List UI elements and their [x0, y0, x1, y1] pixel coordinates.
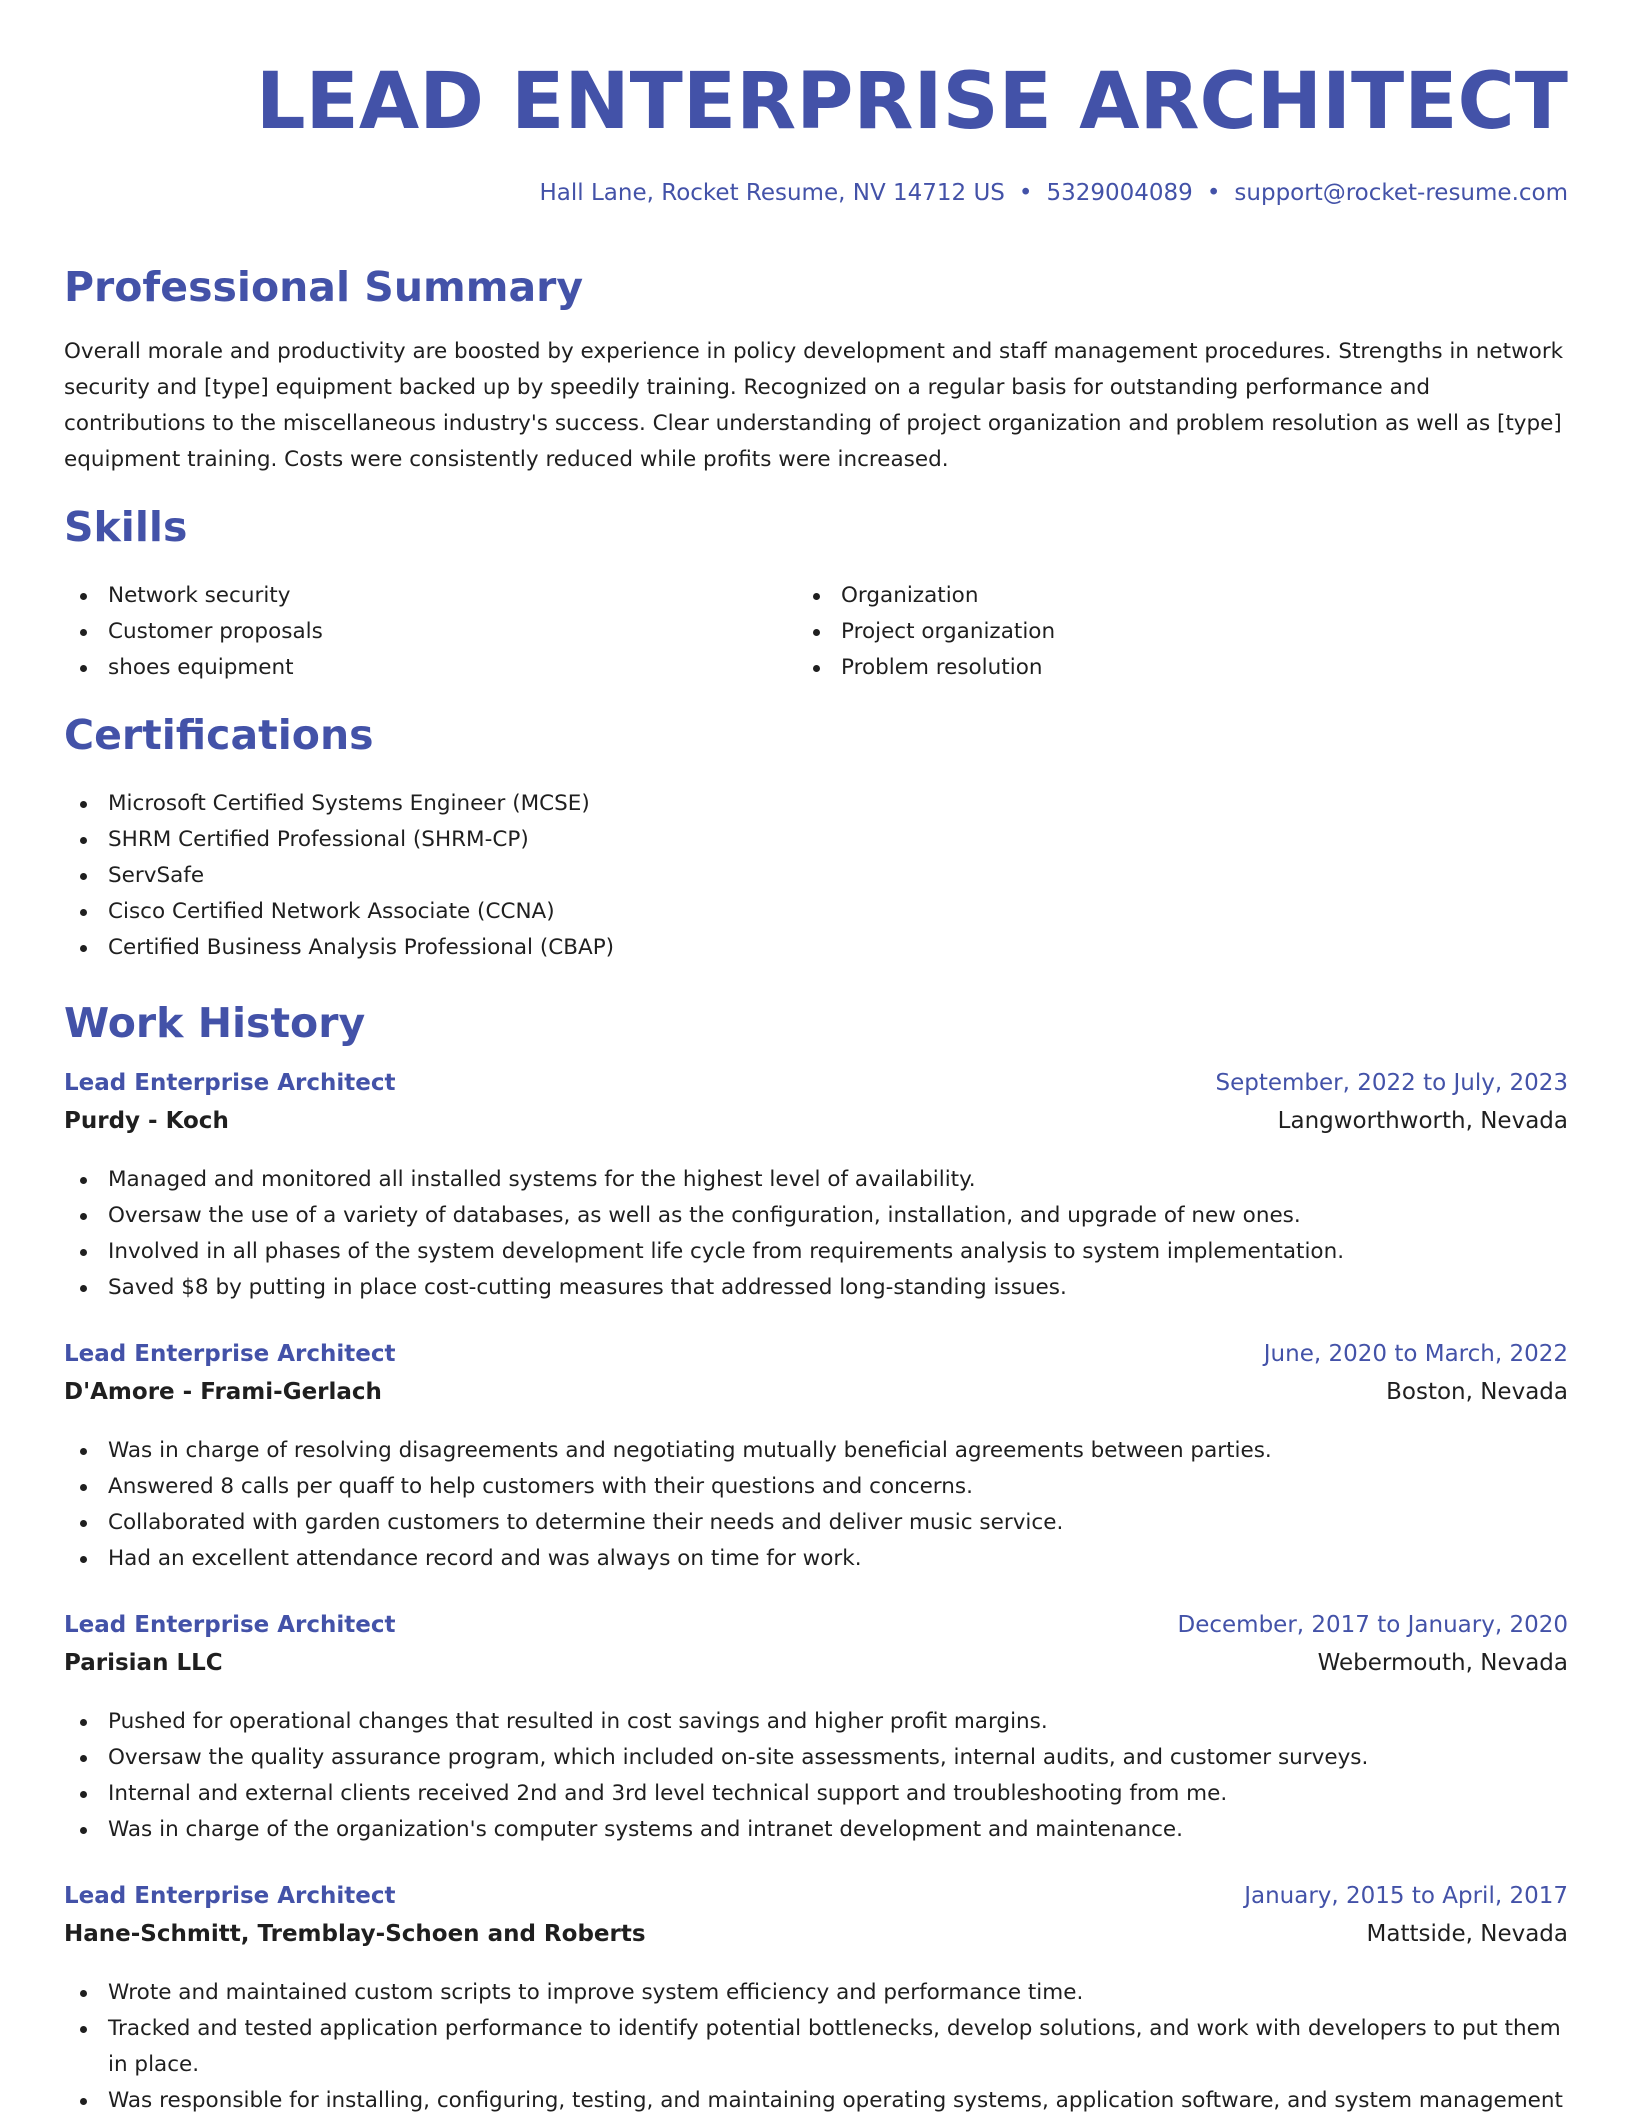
job-location: Webermouth, Nevada	[1317, 1650, 1568, 1676]
job-company: Hane-Schmitt, Tremblay-Schoen and Roberts	[64, 1921, 646, 1947]
job-entry	[64, 1341, 1568, 1577]
job-bullet: Saved $8 by putting in place cost-cutting measures that addressed long-standing issues.	[64, 1270, 1568, 1306]
job-entry	[64, 1883, 1568, 2119]
job-bullets	[64, 1433, 1568, 1577]
contact-line	[64, 180, 1568, 206]
job-company: D'Amore - Frami-Gerlach	[64, 1379, 382, 1405]
job-title: Lead Enterprise Architect	[64, 1883, 396, 1909]
job-company-row	[64, 1921, 1568, 1959]
contact-address: Hall Lane, Rocket Resume, NV 14712 US	[539, 180, 1005, 206]
job-bullet: Collaborated with garden customers to determine their needs and deliver music service.	[64, 1505, 1568, 1541]
skill-item: Customer proposals	[64, 614, 764, 650]
job-title: Lead Enterprise Architect	[64, 1341, 396, 1367]
job-header-row	[64, 1341, 1568, 1379]
job-bullet: Had an excellent attendance record and was always on time for work.	[64, 1541, 1568, 1577]
contact-separator: •	[1018, 180, 1033, 206]
job-title: Lead Enterprise Architect	[64, 1612, 396, 1638]
job-company: Purdy - Koch	[64, 1108, 229, 1134]
section-title-certifications: Certifications	[64, 711, 374, 759]
job-bullet: Managed and monitored all installed systems for the highest level of availability.	[64, 1162, 1568, 1198]
job-company-row	[64, 1379, 1568, 1417]
job-bullet: Was responsible for installing, configuring, testing, and maintaining operating systems, application software, and system management	[64, 2083, 1568, 2119]
contact-phone: 5329004089	[1046, 180, 1193, 206]
skill-item: Organization	[797, 578, 1497, 614]
job-bullet: Internal and external clients received 2nd and 3rd level technical support and troubleshooting from me.	[64, 1776, 1568, 1812]
skills-list-left	[64, 578, 764, 686]
job-bullets	[64, 1975, 1568, 2119]
certification-item: SHRM Certified Professional (SHRM-CP)	[64, 822, 1568, 858]
certification-item: Cisco Certified Network Associate (CCNA)	[64, 894, 1568, 930]
certification-item: Microsoft Certified Systems Engineer (MCSE)	[64, 786, 1568, 822]
job-bullet: Was in charge of the organization's computer systems and intranet development and maintenance.	[64, 1812, 1568, 1848]
certifications-list	[64, 786, 1568, 966]
job-bullet: Answered 8 calls per quaff to help customers with their questions and concerns.	[64, 1469, 1568, 1505]
job-dates: June, 2020 to March, 2022	[1263, 1341, 1568, 1367]
job-company-row	[64, 1650, 1568, 1688]
certification-item: Certified Business Analysis Professional (CBAP)	[64, 930, 1568, 966]
job-bullet: Oversaw the use of a variety of databases, as well as the configuration, installation, and upgrade of new ones.	[64, 1198, 1568, 1234]
job-company: Parisian LLC	[64, 1650, 223, 1676]
section-title-work-history: Work History	[64, 999, 366, 1047]
job-dates: January, 2015 to April, 2017	[1244, 1883, 1568, 1909]
job-location: Boston, Nevada	[1386, 1379, 1568, 1405]
section-title-skills: Skills	[64, 503, 188, 551]
contact-email: support@rocket-resume.com	[1234, 180, 1568, 206]
summary-text: Overall morale and productivity are boosted by experience in policy development and staff management procedures. Strengths in network security and [type] equipment backed up by speedily training. Recognized on a regular basis for outstanding performance and contributions to the miscellaneous industry's success. Clear understanding of project organization and problem resolution as well as [type] equipment training. Costs were consistently reduced while profits were increased.	[64, 339, 1564, 472]
job-entry	[64, 1070, 1568, 1306]
job-company-row	[64, 1108, 1568, 1146]
job-bullet: Tracked and tested application performance to identify potential bottlenecks, develop solutions, and work with developers to put them in place.	[64, 2011, 1568, 2083]
job-header-row	[64, 1070, 1568, 1108]
skill-item: Project organization	[797, 614, 1497, 650]
job-title: Lead Enterprise Architect	[64, 1070, 396, 1096]
certification-item: ServSafe	[64, 858, 1568, 894]
job-bullets	[64, 1704, 1568, 1848]
skill-item: Network security	[64, 578, 764, 614]
candidate-name: LEAD ENTERPRISE ARCHITECT	[255, 57, 1568, 147]
skills-list-right	[797, 578, 1497, 686]
job-bullet: Oversaw the quality assurance program, which included on-site assessments, internal audits, and customer surveys.	[64, 1740, 1568, 1776]
job-bullets	[64, 1162, 1568, 1306]
job-header-row	[64, 1883, 1568, 1921]
job-bullet: Involved in all phases of the system development life cycle from requirements analysis to system implementation.	[64, 1234, 1568, 1270]
job-entry	[64, 1612, 1568, 1848]
job-dates: September, 2022 to July, 2023	[1215, 1070, 1568, 1096]
skill-item: shoes equipment	[64, 650, 764, 686]
job-bullet: Wrote and maintained custom scripts to improve system efficiency and performance time.	[64, 1975, 1568, 2011]
job-dates: December, 2017 to January, 2020	[1177, 1612, 1568, 1638]
job-bullet: Was in charge of resolving disagreements and negotiating mutually beneficial agreements between parties.	[64, 1433, 1568, 1469]
job-header-row	[64, 1612, 1568, 1650]
job-bullet: Pushed for operational changes that resulted in cost savings and higher profit margins.	[64, 1704, 1568, 1740]
section-title-summary: Professional Summary	[64, 263, 584, 311]
contact-separator: •	[1206, 180, 1221, 206]
job-location: Langworthworth, Nevada	[1277, 1108, 1568, 1134]
job-location: Mattside, Nevada	[1366, 1921, 1568, 1947]
skill-item: Problem resolution	[797, 650, 1497, 686]
